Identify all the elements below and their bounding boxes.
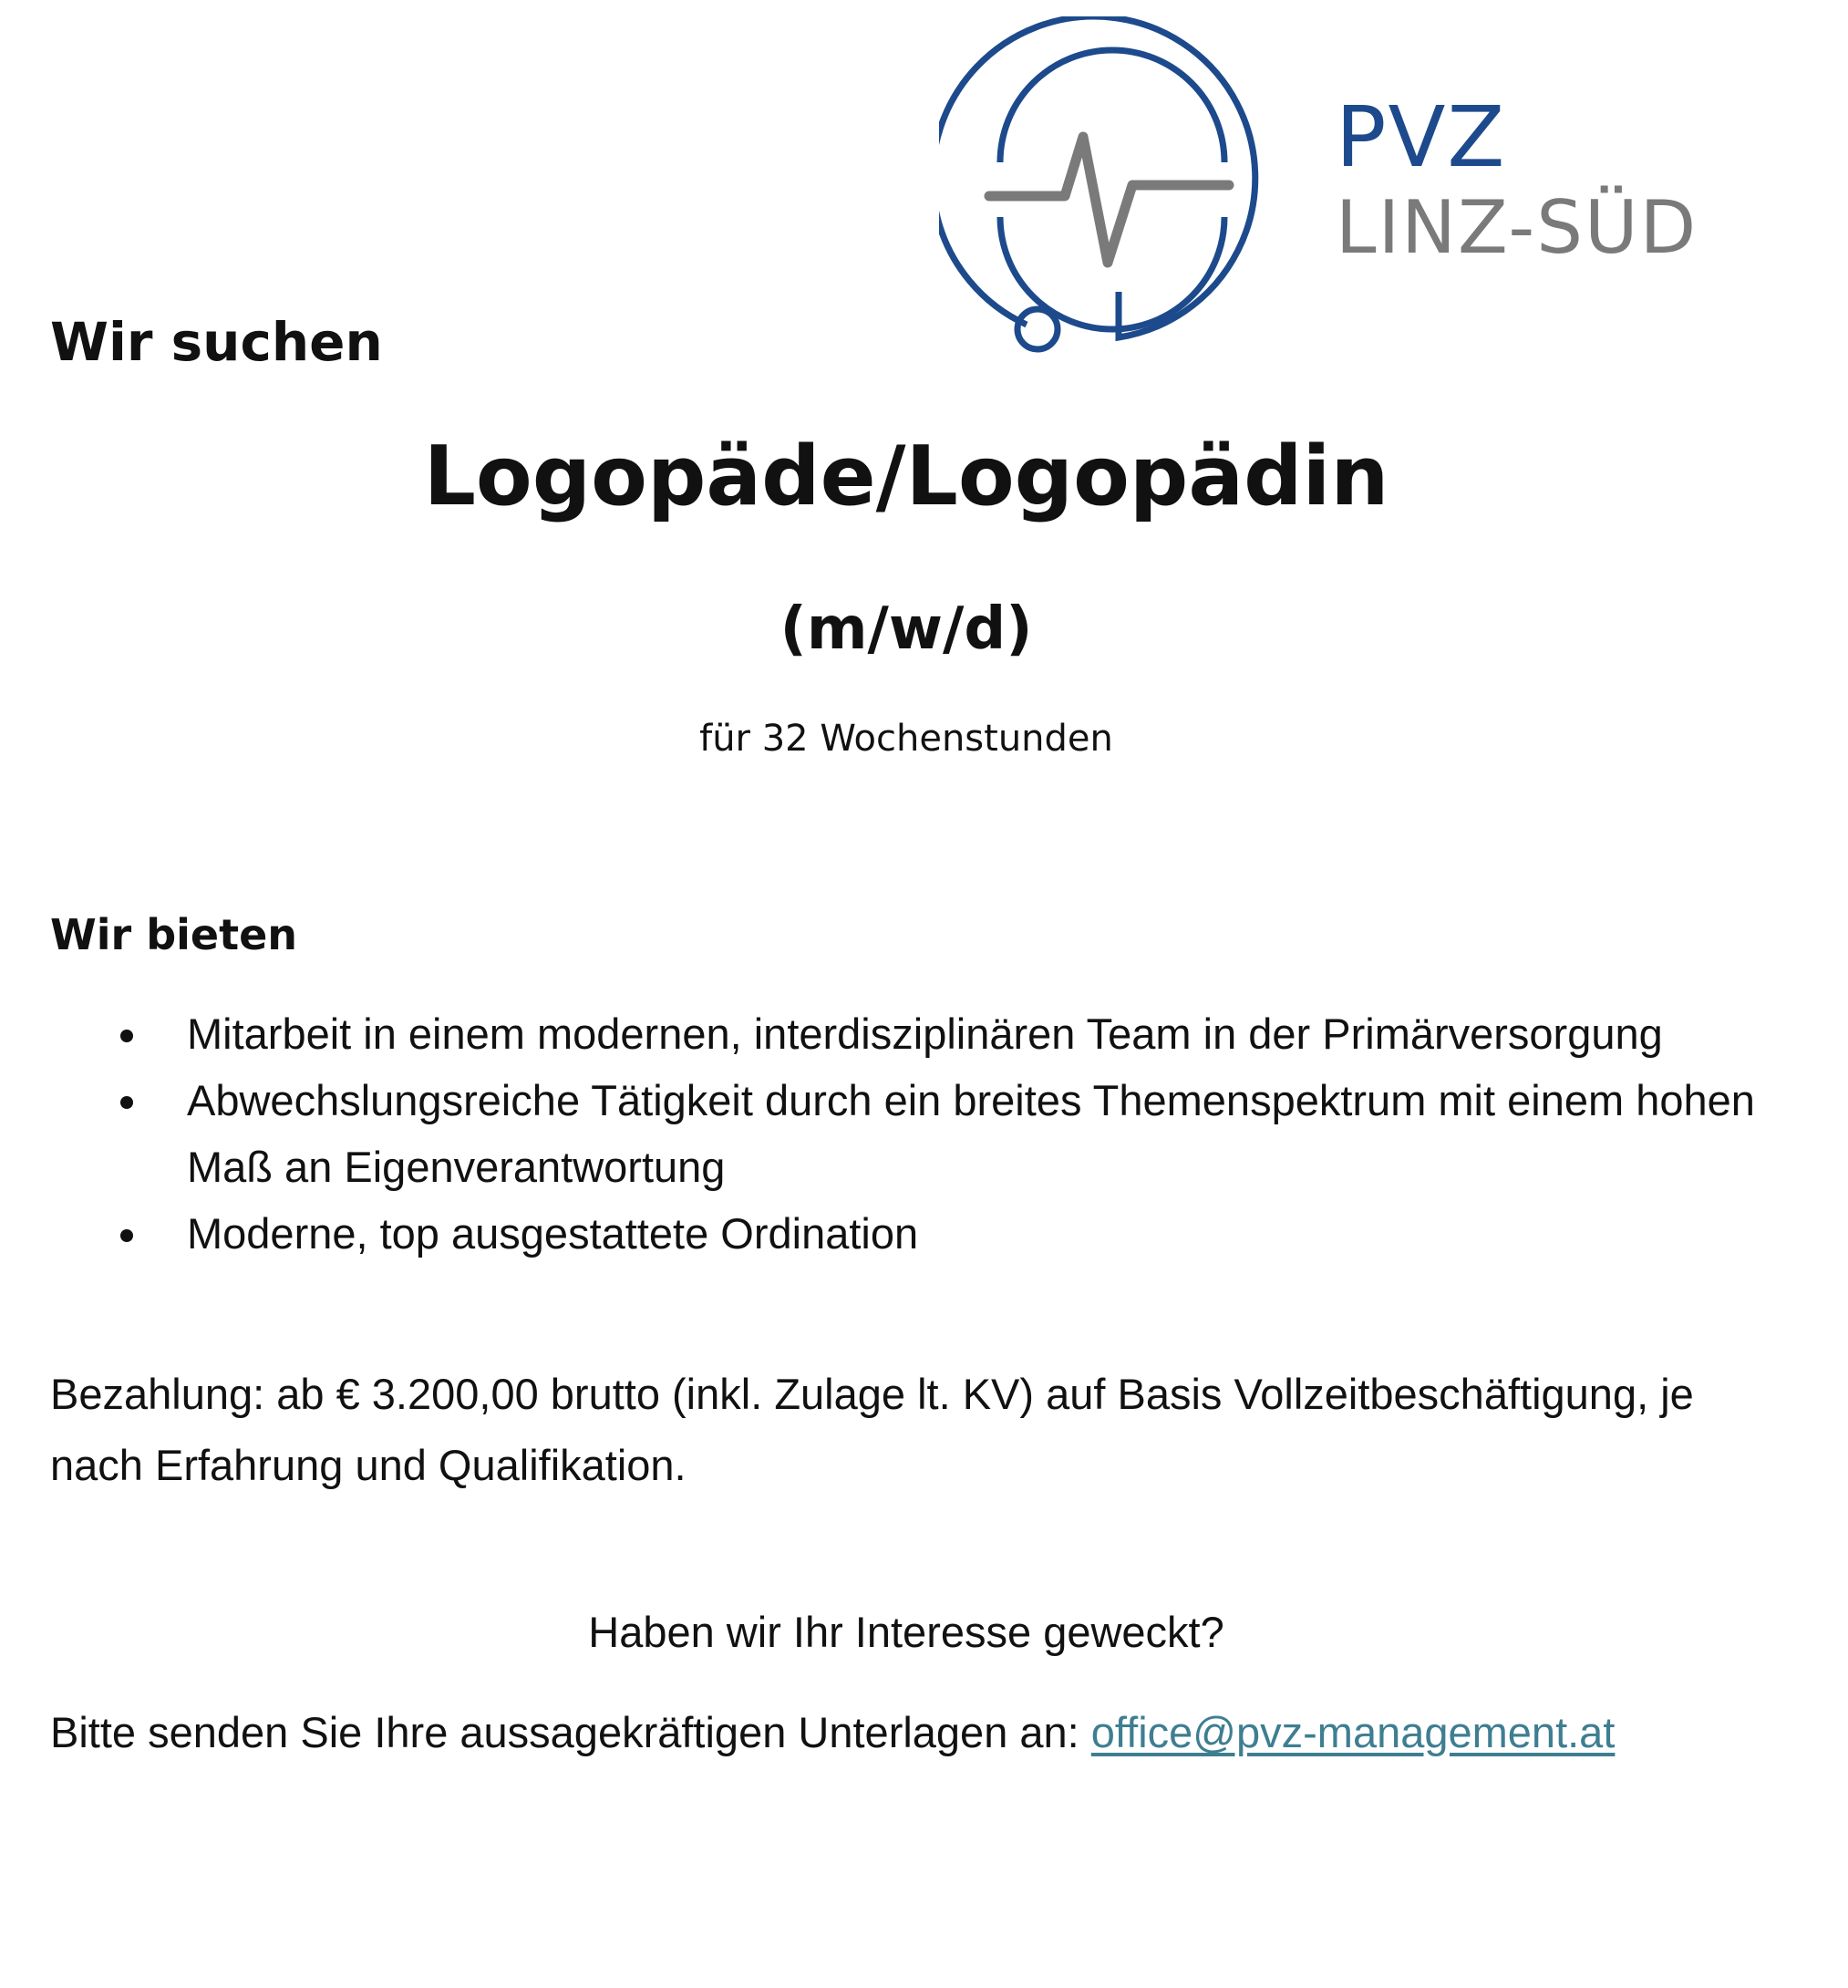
list-item-text: Abwechslungsreiche Tätigkeit durch ein breites Themenspektrum mit einem hohen Maß an Eigenverantwortung	[187, 1076, 1755, 1191]
interest-question: Haben wir Ihr Interesse geweckt?	[588, 1608, 1224, 1656]
bullet-icon	[120, 1030, 133, 1042]
logo-text-pvz: PVZ	[1336, 88, 1507, 186]
logo-text-linz-sued: LINZ-SÜD	[1336, 185, 1698, 270]
application-note	[50, 1707, 1615, 1758]
pvz-stethoscope-heartbeat-logo-icon	[939, 16, 1285, 354]
bullet-icon	[120, 1229, 133, 1242]
working-hours: für 32 Wochenstunden	[699, 718, 1113, 760]
bullet-icon	[120, 1096, 133, 1109]
list-item-text: Moderne, top ausgestattete Ordination	[187, 1209, 919, 1258]
list-item-text: Mitarbeit in einem modernen, interdisziplinären Team in der Primärversorgung	[187, 1010, 1663, 1058]
gender-note: (m/w/d)	[779, 595, 1033, 663]
intro-heading: Wir suchen	[50, 311, 383, 373]
offer-heading: Wir bieten	[50, 910, 298, 959]
job-title: Logopäde/Logopädin	[423, 429, 1389, 524]
application-text: Bitte senden Sie Ihre aussagekräftigen Unterlagen an:	[50, 1708, 1091, 1756]
list-item	[0, 1200, 1812, 1267]
list-item	[0, 1067, 1812, 1200]
offer-list	[0, 1000, 1812, 1267]
list-item	[0, 1000, 1812, 1067]
salary-info: Bezahlung: ab € 3.200,00 brutto (inkl. Zulage lt. KV) auf Basis Vollzeitbeschäftigung, je nach Erfahrung und Qualifikation.	[50, 1370, 1694, 1489]
email-link[interactable]: office@pvz-management.at	[1090, 1708, 1616, 1756]
